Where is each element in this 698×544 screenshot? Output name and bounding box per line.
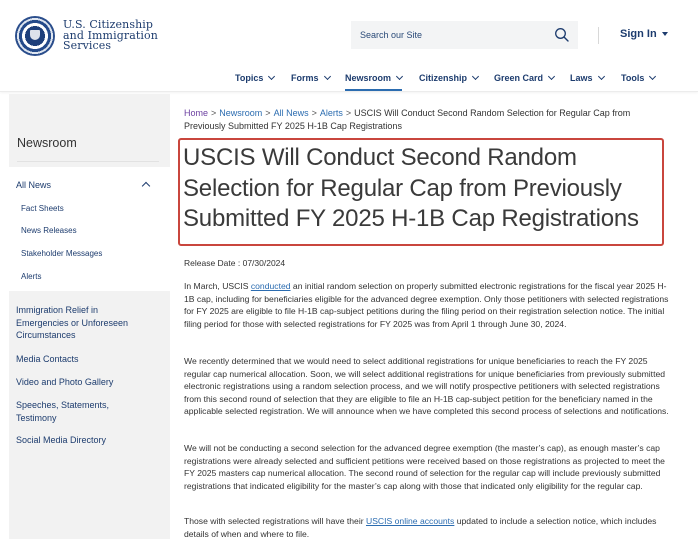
search-icon[interactable] <box>554 27 570 43</box>
nav-label: Topics <box>235 72 264 83</box>
sidebar-item-alerts[interactable]: Alerts <box>21 272 42 281</box>
nav-label: Tools <box>621 72 645 83</box>
article-paragraph-1 <box>184 280 674 330</box>
nav-topics[interactable] <box>235 70 274 85</box>
sidebar-item-speeches[interactable]: Speeches, Statements, Testimony <box>16 400 110 423</box>
nav-laws[interactable] <box>570 70 604 85</box>
sidebar-item-video-photo-gallery[interactable]: Video and Photo Gallery <box>16 377 114 387</box>
p1-text-before: In March, USCIS <box>184 281 251 291</box>
sidebar-item-stakeholder-messages[interactable]: Stakeholder Messages <box>21 249 103 258</box>
nav-forms[interactable] <box>291 70 330 85</box>
sidebar-item-news-releases[interactable]: News Releases <box>21 226 77 235</box>
sidebar-item-media-contacts[interactable]: Media Contacts <box>16 354 79 364</box>
logo-text <box>63 20 158 52</box>
breadcrumb-separator: > <box>345 108 352 118</box>
page-title: USCIS Will Conduct Second Random Selection for Regular Cap from Previously Submitted FY 2025 H-1B Cap Registrations <box>183 144 639 232</box>
logo-line-2: and Immigration <box>63 28 158 42</box>
uscis-online-accounts-link[interactable]: USCIS online accounts <box>365 516 455 526</box>
article-paragraph-4 <box>184 515 674 540</box>
caret-down-icon <box>662 32 668 36</box>
breadcrumb-separator: > <box>211 108 217 118</box>
nav-label: Forms <box>291 72 319 83</box>
logo-line-1: U.S. Citizenship <box>63 18 154 32</box>
sidebar-item-immigration-relief[interactable]: Immigration Relief in Emergencies or Unforeseen Circumstances <box>16 305 129 340</box>
search-input[interactable] <box>360 30 550 40</box>
nav-label: Citizenship <box>419 72 468 83</box>
site-header <box>0 0 698 92</box>
logo-line-3: Services <box>63 39 112 53</box>
sidebar <box>9 94 170 539</box>
chevron-down-icon <box>323 72 330 79</box>
breadcrumb-newsroom[interactable]: Newsroom <box>219 108 263 118</box>
nav-newsroom[interactable] <box>345 70 402 85</box>
sign-in-button[interactable] <box>620 28 668 40</box>
nav-tools[interactable] <box>621 70 655 85</box>
sign-in-label: Sign In <box>620 28 657 40</box>
article-paragraph-3: We will not be conducting a second selection for the advanced degree exemption (the master’s cap), as enough master’s cap registrations were already selected and sufficient petitions were received based on those registrations as projected to meet the FY 2025 masters cap numerical allocation. The second round of selection for the regular cap will include previously submitted registrations that indicated eligibility for the master’s cap along with those that indicated only eligibility for the regular cap. <box>184 443 665 491</box>
release-date: Release Date : 07/30/2024 <box>184 258 286 268</box>
article-paragraph-2: We recently determined that we would need to select additional registrations for unique beneficiaries to reach the FY 2025 regular cap numerical allocation. Soon, we will select additional registrations for unique beneficiaries from previously submitted electronic registrations using a random selection process, and we will notify prospective petitioners with selected registrations from this second round of selection that they are eligible to file an H-1B cap-subject petition for the beneficiary named in the applicable selected registration. We will announce when we have completed this second process of selections and notifications. <box>184 356 669 417</box>
search-box <box>351 21 578 49</box>
breadcrumb-current: USCIS Will Conduct Second Random Selection for Regular Cap from Previously Submitted FY 2025 H-1B Cap Registrations <box>184 108 631 131</box>
sidebar-item-fact-sheets[interactable]: Fact Sheets <box>21 204 64 213</box>
chevron-down-icon <box>268 72 275 79</box>
p4-text-before: Those with selected registrations will have their <box>184 516 366 526</box>
breadcrumb-separator: > <box>265 108 271 118</box>
breadcrumb-home[interactable]: Home <box>184 108 209 118</box>
breadcrumb-alerts[interactable]: Alerts <box>319 108 343 118</box>
conducted-link[interactable]: conducted <box>250 281 291 291</box>
chevron-down-icon <box>396 72 403 79</box>
chevron-down-icon <box>548 72 555 79</box>
breadcrumb-separator: > <box>311 108 317 118</box>
chevron-down-icon <box>597 72 604 79</box>
main-nav <box>0 70 698 92</box>
nav-label: Laws <box>570 72 593 83</box>
chevron-down-icon <box>472 72 479 79</box>
sidebar-title: Newsroom <box>17 136 77 150</box>
nav-label: Newsroom <box>345 72 392 83</box>
dhs-seal-icon <box>15 16 55 56</box>
p1-text-after: an initial random selection on properly submitted electronic registrations for the fiscal year 2025 H-1B cap, including for beneficiaries eligible for the advanced degree exemption. Only those petitioners with selected registrations for FY 2025 are eligible to file H-1B cap-subject petitions during the filing period on their registration selection notice. The initial filing period for those with selected registrations for FY 2025 was from April 1 through June 30, 2024. <box>184 281 669 329</box>
sidebar-divider <box>17 161 159 162</box>
sidebar-item-social-media-directory[interactable]: Social Media Directory <box>16 435 107 445</box>
uscis-logo[interactable] <box>15 16 158 56</box>
header-divider <box>598 27 599 44</box>
nav-citizenship[interactable] <box>419 70 478 85</box>
sidebar-item-all-news[interactable]: All News <box>16 180 52 190</box>
breadcrumb <box>184 107 674 132</box>
nav-green-card[interactable] <box>494 70 554 85</box>
breadcrumb-all-news[interactable]: All News <box>273 108 309 118</box>
chevron-down-icon <box>649 72 656 79</box>
nav-label: Green Card <box>494 72 544 83</box>
p4-text-after: updated to include a selection notice, which includes details of when and where to file. <box>184 516 657 539</box>
